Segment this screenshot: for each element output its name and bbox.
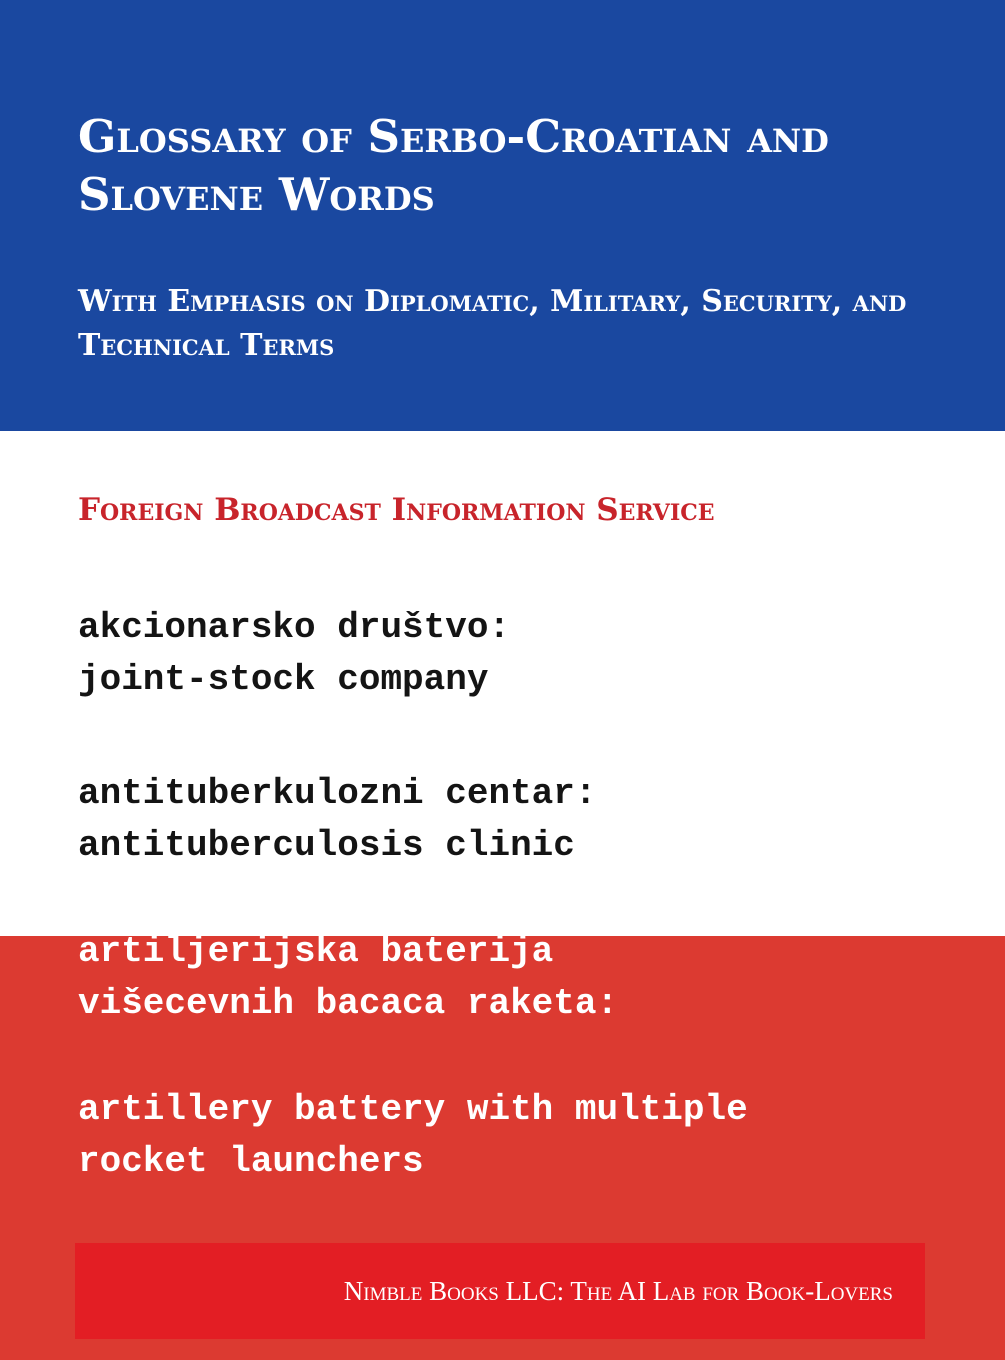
glossary-entry — [78, 602, 510, 706]
book-title: Glossary of Serbo-Croatian and Slovene Words — [78, 110, 829, 221]
glossary-definition-line: artillery battery with multiple — [78, 1089, 748, 1130]
glossary-entry — [78, 768, 596, 872]
book-author: Foreign Broadcast Information Service — [78, 492, 715, 528]
publisher-banner — [75, 1243, 925, 1339]
glossary-term-line: artiljerijska baterija — [78, 931, 554, 972]
glossary-definition-line: rocket launchers — [78, 1141, 424, 1182]
glossary-term-line: višecevnih bacaca raketa: — [78, 983, 619, 1024]
glossary-term-multiline — [78, 926, 618, 1030]
publisher-name: Nimble Books LLC: The AI Lab for Book-Lovers — [343, 1276, 893, 1306]
glossary-definition-multiline — [78, 1084, 748, 1188]
glossary-term: antituberkulozni centar: — [78, 773, 597, 814]
book-subtitle: With Emphasis on Diplomatic, Military, Security, and Technical Terms — [78, 284, 907, 363]
glossary-term: akcionarsko društvo: — [78, 607, 511, 648]
glossary-definition: joint-stock company — [78, 659, 489, 700]
glossary-definition: antituberculosis clinic — [78, 825, 575, 866]
